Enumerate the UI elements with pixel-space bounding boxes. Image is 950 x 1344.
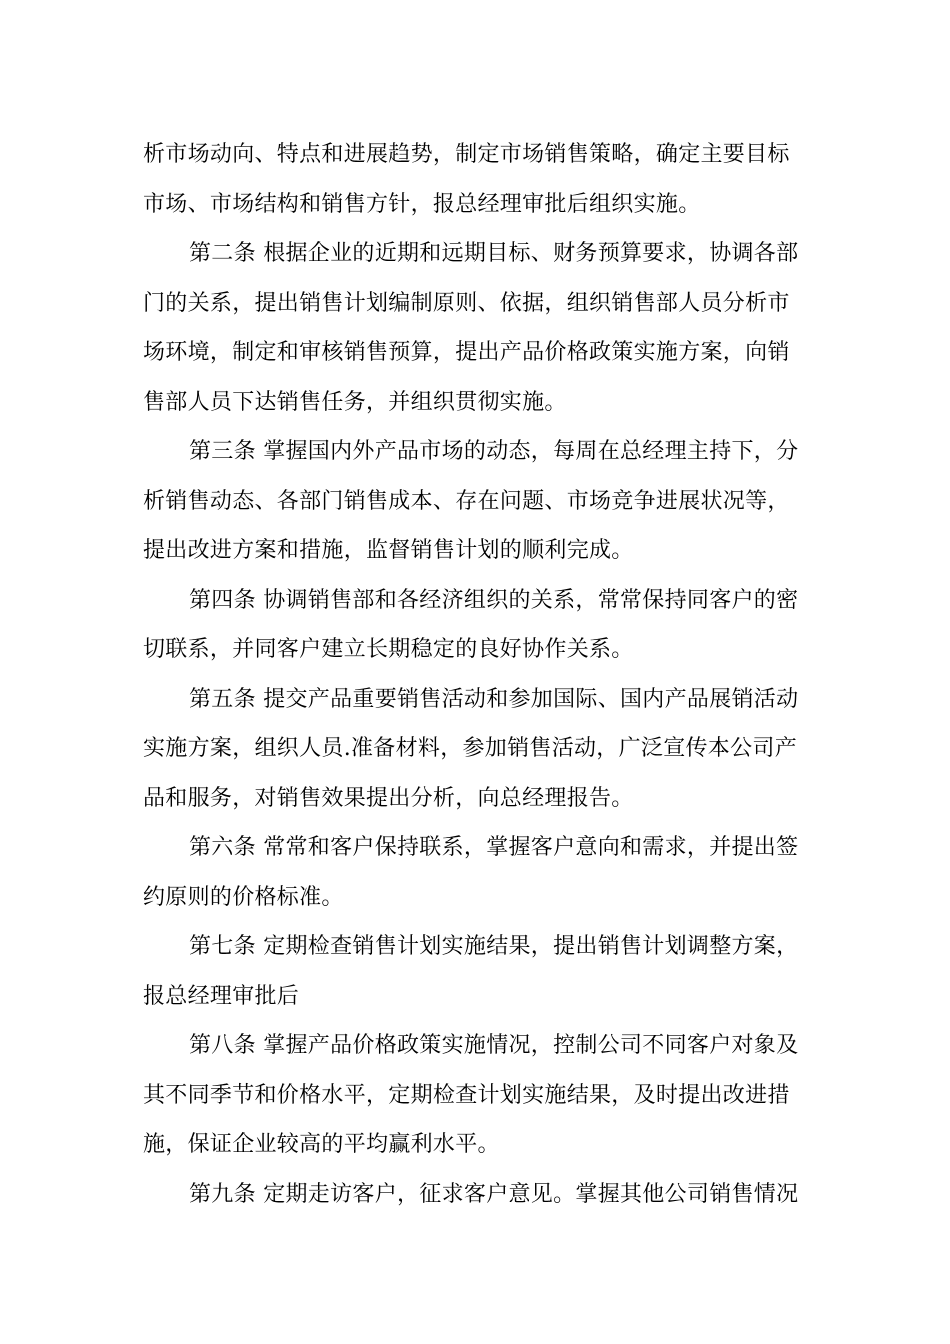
text-line: 第四条 协调销售部和各经济组织的关系，常常保持同客户的密	[189, 587, 799, 613]
text-line: 实施方案，组织人员.准备材料，参加销售活动，广泛宣传本公司产	[143, 736, 797, 761]
text-line: 析市场动向、特点和进展趋势，制定市场销售策略，确定主要目标	[143, 142, 790, 167]
text-line: 场环境，制定和审核销售预算，提出产品价格政策实施方案，向销	[143, 340, 790, 365]
article-5	[143, 675, 808, 824]
text-line: 第六条 常常和客户保持联系，掌握客户意向和需求，并提出签	[189, 835, 799, 860]
text-line: 报总经理审批后	[143, 983, 300, 1009]
text-line: 第五条 提交产品重要销售活动和参加国际、国内产品展销活动	[189, 686, 799, 712]
article-4	[143, 576, 808, 675]
text-line: 析销售动态、各部门销售成本、存在问题、市场竞争进展状况等，	[143, 488, 790, 514]
text-line: 第九条 定期走访客户，征求客户意见。掌握其他公司销售情况	[189, 1181, 799, 1207]
article-7	[143, 922, 808, 1021]
text-line: 其不同季节和价格水平，定期检查计划实施结果，及时提出改进措	[143, 1082, 790, 1108]
article-2	[143, 229, 808, 427]
text-line: 门的关系，提出销售计划编制原则、依据，组织销售部人员分析市	[143, 290, 790, 316]
text-line: 第八条 掌握产品价格政策实施情况，控制公司不同客户对象及	[189, 1033, 799, 1058]
text-line: 施，保证企业较高的平均赢利水平。	[143, 1132, 500, 1157]
article-6	[143, 823, 808, 922]
text-line: 第二条 根据企业的近期和远期目标、财务预算要求，协调各部	[189, 241, 799, 266]
text-line: 切联系，并同客户建立长期稳定的良好协作关系。	[143, 637, 634, 662]
article-3	[143, 427, 808, 576]
paragraph-continuation	[143, 130, 808, 229]
text-line: 售部人员下达销售任务，并组织贯彻实施。	[143, 389, 567, 415]
article-9	[143, 1170, 808, 1220]
text-line: 市场、市场结构和销售方针，报总经理审批后组织实施。	[143, 191, 701, 217]
text-line: 品和服务，对销售效果提出分析，向总经理报告。	[143, 785, 634, 811]
text-line: 第三条 掌握国内外产品市场的动态，每周在总经理主持下，分	[189, 439, 799, 464]
text-line: 提出改进方案和措施，监督销售计划的顺利完成。	[143, 538, 634, 563]
text-line: 第七条 定期检查销售计划实施结果，提出销售计划调整方案，	[189, 934, 799, 959]
text-line: 约原则的价格标准。	[143, 884, 344, 910]
document-body	[143, 130, 808, 1219]
article-8	[143, 1021, 808, 1170]
